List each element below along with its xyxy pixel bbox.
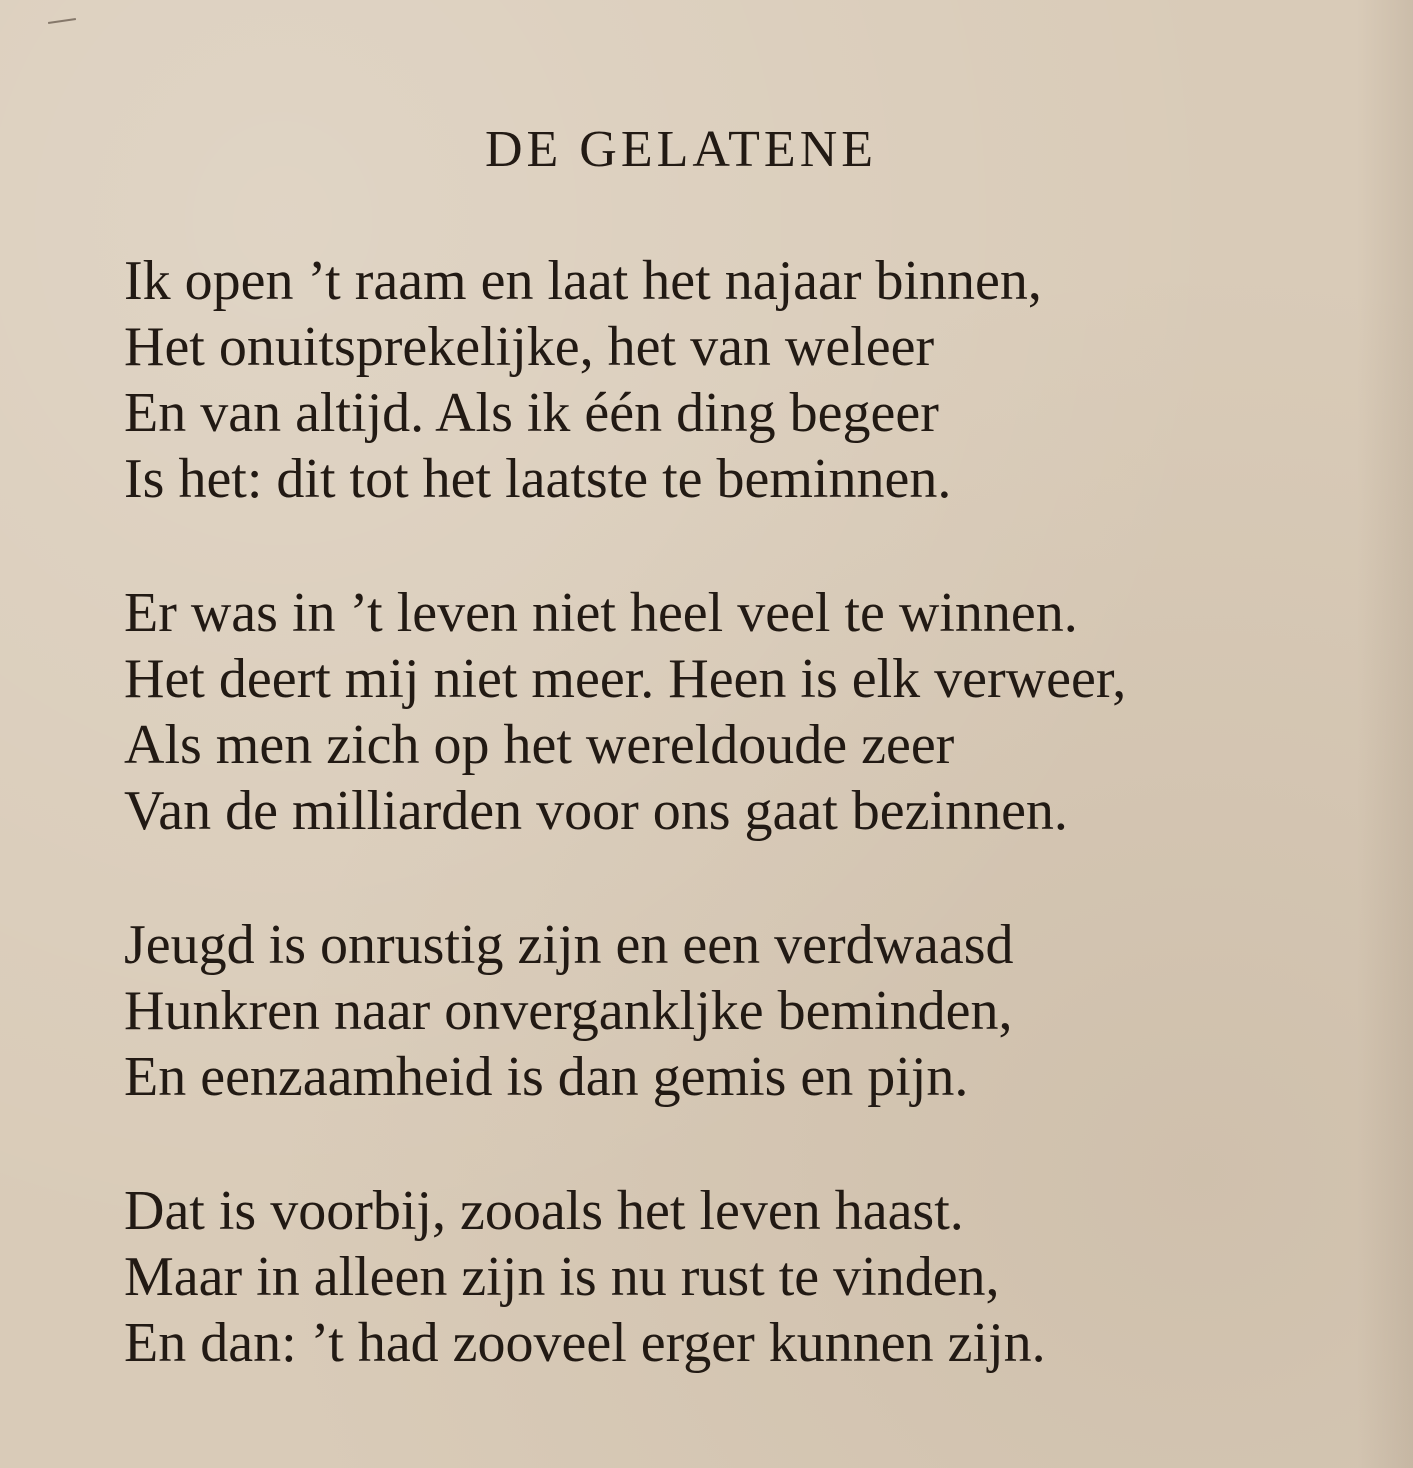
poem-line: Er was in ’t leven niet heel veel te winnen. bbox=[124, 582, 1078, 644]
poem-line: Als men zich op het wereldoude zeer bbox=[124, 714, 955, 776]
poem-line: Van de milliarden voor ons gaat bezinnen. bbox=[124, 780, 1068, 842]
poem-line: En van altijd. Als ik één ding begeer bbox=[124, 382, 939, 444]
stanza-3 bbox=[124, 912, 1364, 1110]
poem-line: Ik open ’t raam en laat het najaar binnen, bbox=[124, 250, 1042, 312]
poem-line: Dat is voorbij, zooals het leven haast. bbox=[124, 1180, 964, 1242]
stanza-4 bbox=[124, 1178, 1364, 1376]
poem-body bbox=[124, 248, 1364, 1444]
poem-line: En eenzaamheid is dan gemis en pijn. bbox=[124, 1046, 969, 1108]
stanza-2 bbox=[124, 580, 1364, 844]
poem-title: DE GELATENE bbox=[484, 121, 878, 178]
poem-line: Hunkren naar onvergankljke beminden, bbox=[124, 980, 1013, 1042]
poem-line: Is het: dit tot het laatste te beminnen. bbox=[124, 448, 952, 510]
poem-line: En dan: ’t had zooveel erger kunnen zijn. bbox=[124, 1312, 1046, 1374]
pencil-mark bbox=[48, 18, 76, 24]
poem-line: Het onuitsprekelijke, het van weleer bbox=[124, 316, 935, 378]
poem-line: Jeugd is onrustig zijn en een verdwaasd bbox=[124, 914, 1014, 976]
poem-line: Het deert mij niet meer. Heen is elk verweer, bbox=[124, 648, 1127, 710]
stanza-1 bbox=[124, 248, 1364, 512]
poem-line: Maar in alleen zijn is nu rust te vinden, bbox=[124, 1246, 1000, 1308]
